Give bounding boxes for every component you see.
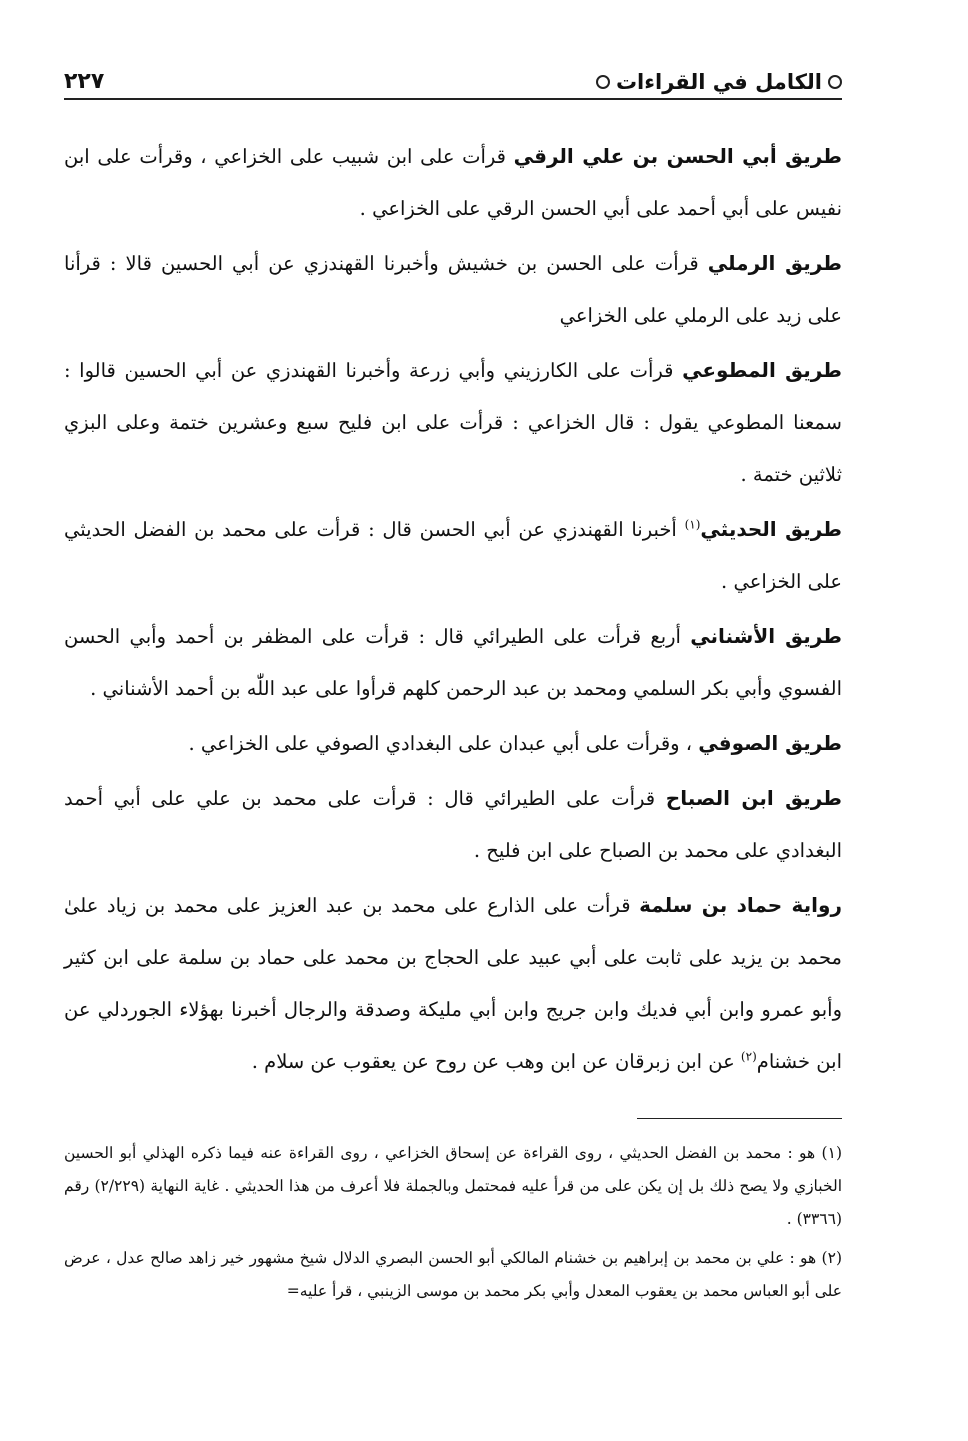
footnotes: [64, 1137, 842, 1308]
paragraph: [64, 344, 842, 501]
footnote-divider: [637, 1118, 842, 1119]
paragraph-text: قرأت على الذارع على محمد بن عبد العزيز على محمد بن زياد علىٰ محمد بن يزيد على ثابت على أبي عبيد على الحجاج بن محمد على حماد بن سلمة على ابن كثير وأبو عمرو وابن أبي فديك وابن جريج وابن أبي مليكة وصدقة والرجال أخبرنا بهؤلاء الجوردلي عن ابن خشنام: [64, 894, 842, 1073]
paragraph-text: قرأت على الكارزيني وأبي زرعة وأخبرنا القهندزي عن أبي الحسين قالوا : سمعنا المطوعي يقول : قال الخزاعي : قرأت على ابن فليح سبع وعشرين ختمة وعلى البزي ثلاثين ختمة .: [64, 359, 842, 486]
circle-ornament-icon: [828, 75, 842, 89]
paragraph-text-continued: عن ابن زبرقان عن ابن وهب عن روح عن يعقوب عن سلام .: [251, 1050, 741, 1073]
footnote-number: (١): [821, 1144, 842, 1162]
paragraph-text: أخبرنا القهندزي عن أبي الحسن قال : قرأت على محمد بن الفضل الحديثي على الخزاعي .: [64, 518, 842, 593]
footnote-text: هو : محمد بن الفضل الحديثي ، روى القراءة عن إسحاق الخزاعي ، روى القراءة عنه فيما ذكره الهذلي أبو الحسين الخبازي ولا يصح ذلك بل إن يكن على من قرأ عليه فمحتمل وبالجملة فلا أعرف من هذا الحديثي . غاية النهاية (٢/٢٢٩) رقم (٣٣٦٦) .: [64, 1144, 842, 1228]
paragraph-lead: طريق ابن الصباح: [665, 786, 842, 810]
paragraph: [64, 717, 842, 770]
paragraph-text: قرأت على ابن شبيب على الخزاعي ، وقرأت على ابن نفيس على أبي أحمد على أبي الحسن الرقي على الخزاعي .: [64, 145, 842, 220]
paragraph: [64, 503, 842, 608]
paragraph: [64, 237, 842, 342]
book-title-text: الكامل في القراءات: [615, 70, 822, 94]
book-title: [596, 70, 842, 94]
main-text: [64, 130, 842, 1088]
paragraph-lead: رواية حماد بن سلمة: [639, 893, 842, 917]
paragraph: [64, 772, 842, 877]
paragraph-lead: طريق أبي الحسن بن علي الرقي: [513, 144, 842, 168]
book-page: [64, 50, 842, 1314]
paragraph-text: قرأت على الطيرائي قال : قرأت على محمد بن علي على أبي أحمد البغدادي على محمد بن الصباح على ابن فليح .: [64, 787, 842, 862]
paragraph: [64, 879, 842, 1088]
paragraph-lead: طريق الأشناني: [690, 624, 842, 648]
paragraph-lead: طريق الصوفي: [698, 731, 842, 755]
footnote: [64, 1242, 842, 1308]
paragraph-text: أربع قرأت على الطيرائي قال : قرأت على المظفر بن أحمد وأبي الحسن الفسوي وأبي بكر السلمي ومحمد بن عبد الرحمن كلهم قرأوا على عبد اللّٰه بن أحمد الأشناني .: [64, 625, 842, 700]
footnote-ref-1[interactable]: (١): [684, 517, 701, 532]
circle-ornament-icon: [596, 75, 610, 89]
footnote-text: هو : علي بن محمد بن إبراهيم بن خشنام المالكي أبو الحسن البصري الدلال شيخ مشهور خير زاهد صالح عدل ، عرض على أبو العباس محمد بن يعقوب المعدل وأبي بكر محمد بن موسى الزينبي ، قرأ عليه=: [64, 1249, 842, 1300]
paragraph: [64, 130, 842, 235]
paragraph-text: ، وقرأت على أبي عبدان على البغدادي الصوفي على الخزاعي .: [188, 732, 699, 755]
footnote: [64, 1137, 842, 1236]
footnote-ref-2[interactable]: (٢): [740, 1049, 757, 1064]
paragraph-lead: طريق الحديثي: [700, 517, 842, 541]
paragraph-text: قرأت على الحسن بن خشيش وأخبرنا القهندزي عن أبي الحسين قالا : قرأنا على زيد على الرملي على الخزاعي: [64, 252, 842, 327]
paragraph-lead: طريق المطوعي: [682, 358, 842, 382]
page-number: ٢٢٧: [64, 69, 105, 94]
paragraph-lead: طريق الرملي: [707, 251, 842, 275]
footnote-number: (٢): [821, 1249, 842, 1267]
running-header: [64, 50, 842, 100]
paragraph: [64, 610, 842, 715]
